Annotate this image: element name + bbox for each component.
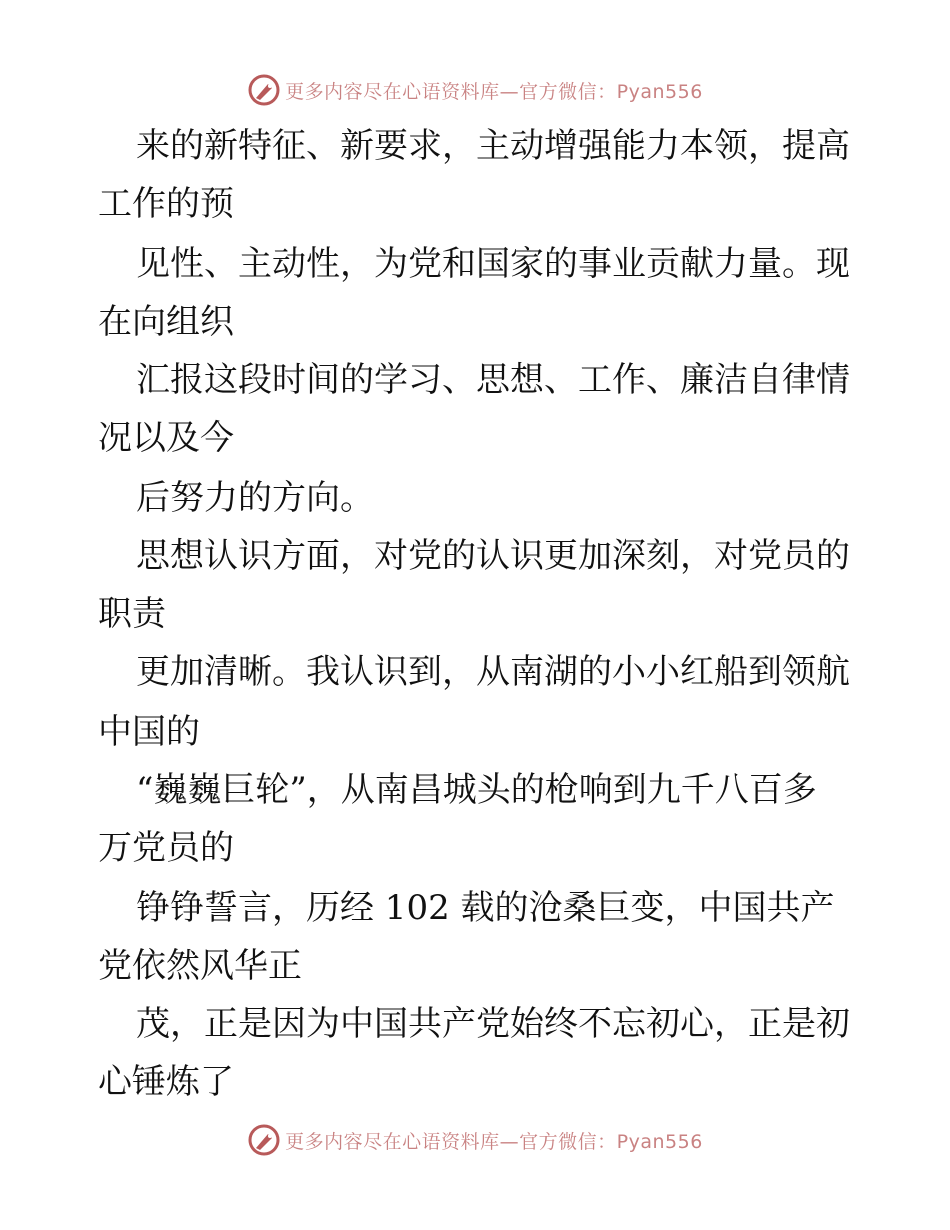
text-line: 心锤炼了	[98, 1062, 234, 1102]
footer-watermark	[0, 1120, 950, 1160]
text-line: 在向组织	[98, 302, 234, 342]
text-line: 来的新特征、新要求，主动增强能力本领，提高	[136, 126, 850, 166]
text-line: 万党员的	[98, 828, 234, 868]
text-line: 后努力的方向。	[136, 478, 374, 518]
text-line: 职责	[98, 594, 166, 634]
text-line: 中国的	[98, 712, 200, 752]
text-line: 党依然风华正	[98, 946, 302, 986]
text-line: 茂，正是因为中国共产党始终不忘初心，正是初	[136, 1004, 850, 1044]
watermark-text: 更多内容尽在心语资料库—官方微信：Pyan556	[285, 1130, 703, 1153]
text-line: 汇报这段时间的学习、思想、工作、廉洁自律情	[136, 360, 850, 400]
pen-nib-circle-icon	[247, 1123, 281, 1157]
header-watermark	[0, 70, 950, 110]
text-line: 铮铮誓言，历经 102 载的沧桑巨变，中国共产	[136, 888, 835, 928]
text-line: 思想认识方面，对党的认识更加深刻，对党员的	[136, 536, 850, 576]
text-line: 况以及今	[98, 418, 234, 458]
pen-nib-circle-icon	[247, 73, 281, 107]
watermark-text: 更多内容尽在心语资料库—官方微信：Pyan556	[285, 80, 703, 103]
text-line: 更加清晰。我认识到，从南湖的小小红船到领航	[136, 652, 850, 692]
text-line: 工作的预	[98, 184, 234, 224]
text-line: “巍巍巨轮”，从南昌城头的枪响到九千八百多	[136, 770, 817, 810]
text-line: 见性、主动性，为党和国家的事业贡献力量。现	[136, 244, 850, 284]
